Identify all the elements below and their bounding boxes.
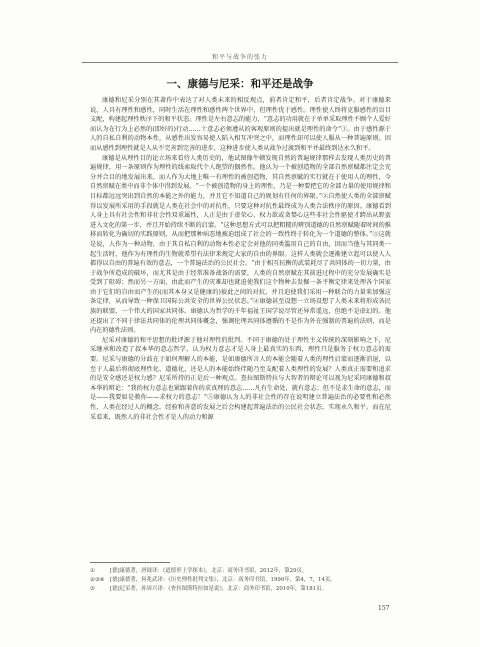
paragraph: 康德和尼采分别在其著作中表达了对人类未来的相反观点，前者肯定和平，后者肯定战争。对于康德来说，人具有理性和感性，同时生活在理性和感性两个世界中，但理性优于感性。理性使人终将克服感性的盲目支配，构建起理性秩序下的和平状态。理性是左右意志的能力，“意志的功用就在于单单采取理性不顾个人爱好而认为在行为上必然的(即好的)行动……十意志必须遵从的客观原则的提出就是理性的命令”①。由于感性源于人的自私自利的动物本性，从感性出发容易使人陷入相互冲突之中，而理性却可以使人服从一种普遍原则。因而从感性到理性就是人从不完善到完善的进步，这种进步使人类从战争过渡到和平并最终到达永久和平。 bbox=[90, 97, 391, 152]
footnote-text: [德]康德著，唐钺译：《道德形上学探本》，北京：商务印书馆，2012年，第29页。 bbox=[110, 568, 308, 574]
footnote bbox=[90, 585, 391, 594]
footnotes bbox=[90, 567, 391, 594]
running-head: 和平与战争的张力 bbox=[211, 54, 268, 61]
footnote-text: [德]康德著，何兆武译：《历史理性批判文集》，北京：商务印书馆，1990年，第4，7，14页。 bbox=[110, 577, 336, 583]
footnote-mark: ① bbox=[90, 568, 95, 574]
footnote bbox=[90, 576, 391, 585]
body-text bbox=[90, 96, 391, 422]
chapter-title: 一、康德与尼采：和平还是战争 bbox=[166, 78, 314, 90]
footnote-text: [德]尼采著，孙周兴译：《查拉图斯特拉如是说》，北京：商务印书馆，2010年，第181页。 bbox=[110, 586, 327, 592]
header-divider bbox=[82, 62, 398, 63]
footnote-divider bbox=[90, 562, 170, 563]
page-number: 157 bbox=[378, 605, 390, 612]
paragraph: 康德是从理性目的论立场来看待人类历史的，他试图像牛顿发现自然的普遍规律那样去发现人类历史的普遍规律，用一条原则作为理性的线索取代个人绝望的偶然性。他认为一个被创造物的全部自然禀赋都注定会充分并合目的地发展出来，而人作为大地上唯一有理性的被创造物，其自然禀赋的实行就在于使用人的理性，今自然禀赋在类中而非个体中得到发展。“一个被创造物的身上的理性，乃是一种要把它的全部力量的使用规律和目标都远远突出到自然的本能之外的能力，并且它不知道自己的规划有任何的界限。”②自然使人类的全部禀赋得以发展所采用的手段就是人类在社会中的对抗性，只要这种对抗性最终成为人类合法秩序的原因。康德看到人身上具有社会性和非社会性双重属性，人正是由于虚荣心、权力欲或贪婪心这些非社会性驱使才跨出从野蛮进入文化的第一步，并且开始持续不断的启蒙。“这种思想方式可以把粗糙的辨别道德的自然禀赋随着时间的推移而转化为确切的实践原则，从而把那种病态地被迫组成了社会的一致性终于转化为一个道德的整体。”③这就是说，人作为一种动物，由于其自私自利的动物本性必定会对他的同类滥用自己的自由，因而当他与其同类一起生活时，他作为有理性的生物就希望有法律来规定大家的自由的界限。这样人类就会逐渐建立起可以使人人都得以自由的普遍有效的意志，一个普遍法治的公民社会。“由于相互抗衡的武装耗尽了共同体的一切力量，由于战争所造成的破坏，而尤其是由于经常准备战备的需要，人类的自然禀赋在其前进过程中的充分发展确实是受到了阻碍；然而另一方面，由此而产生的灾难却也就迫使我们这个物种去发掘一条平衡定律来处理各个国家由于它们的自由而产生的(而其本身又是健康的)彼此之间的对抗，并且迫使我们采用一种联合的力量来加强这条定律，从而导致一种保卫国际公共安全的世界公民状态。”④康德甚至设想一立场设想了人类未来将形成各民族的联盟，一个伟大的国家共同体。康德认为哲学的千年福祉王国学说尽管还异常遥远，但绝不是虚幻的。他还提出了不同于律法共同体的伦理共同体概念，强调伦理共同体遵循的不是作为外在强制的普遍的法则，而是内在的德性法则。 bbox=[90, 154, 391, 335]
footnote-mark: ②③④ bbox=[90, 577, 105, 583]
footnote bbox=[90, 567, 391, 576]
paragraph: 尼采对康德的和平思想的批评源于他对理性的批判。不同于康德的处于理性主义传统的深刻影响之下，尼采继承和改造了叔本华的意志哲学，认为权力意志才是人身上最真实的东西，理性只是服务于权力意志的需要。尼采与康德的分歧在于如何理解人的本能，是如康德所言人的本能会随着人类的理性启蒙而逐渐消退，以至于人最后将彻底理性化、道德化，还是人的本能始终伴随乃至支配着人类理性的发展？人类真正需要和追求的是安全感还是权力感？尼采所持的正是后一种观点。查拉图斯特拉与大智者的辩论可以视为尼采同康德和叔本华的辩论：“我的权力意志也紧跟着你的求真理的意志……凡有生命处，就有意志；但不是求生命的意志，而是——我要如是教你——求权力的意志！”⑤康德认为人的非社会性的存在说明建立普遍法治的必要性和必然性，人类在经过人的概念，经验和善意的发展之后会构建起普遍法治的公民社会状态，实现永久和平。而在尼采看来，既然人的非社会性才是人的动力和源 bbox=[90, 336, 391, 421]
footnote-mark: ⑤ bbox=[90, 586, 95, 592]
